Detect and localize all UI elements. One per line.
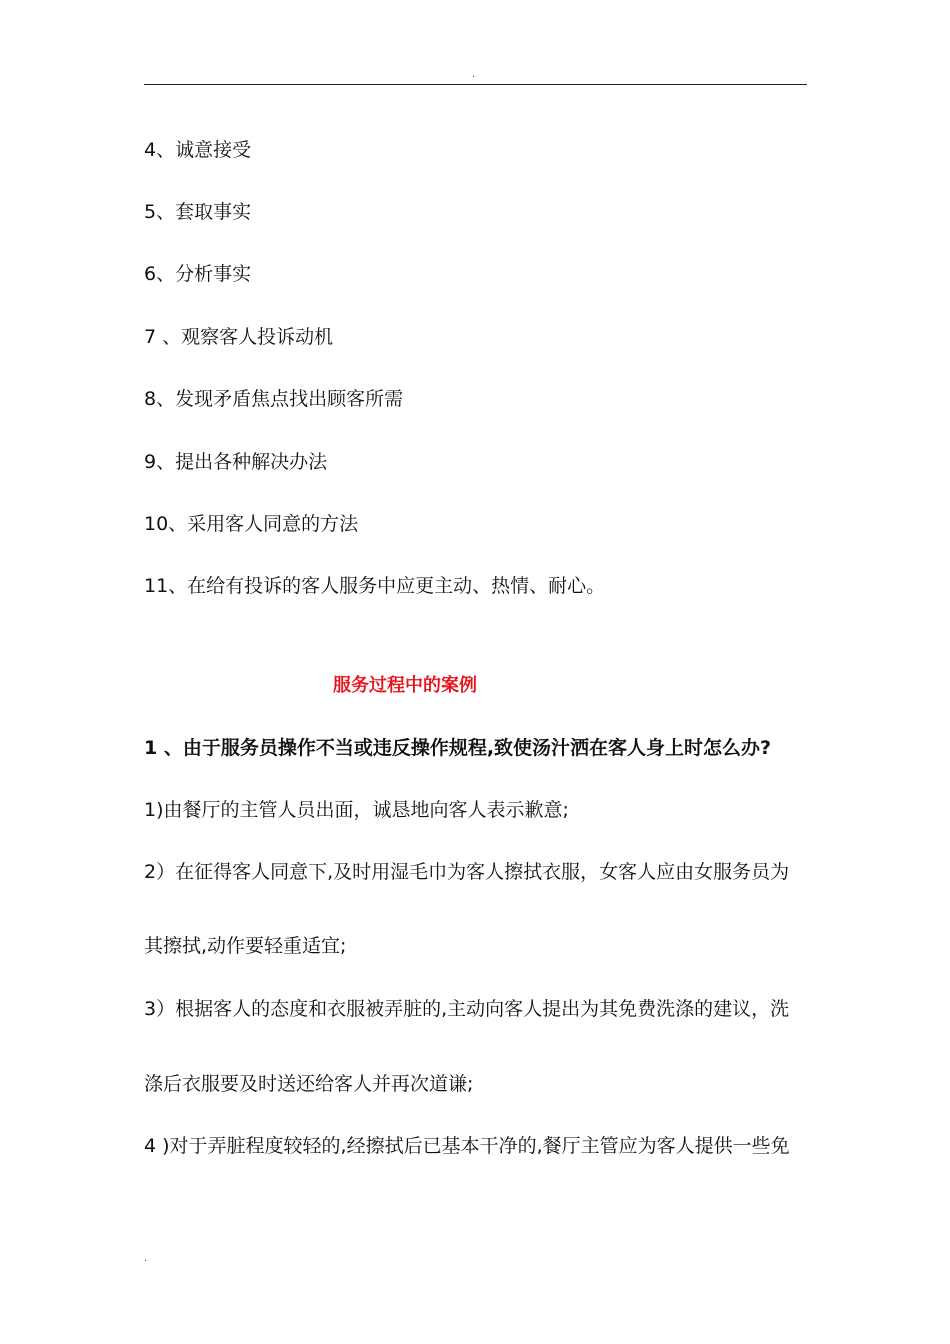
answer-line: 3）根据客人的态度和衣服被弄脏的,主动向客人提出为其免费洗涤的建议，洗	[144, 998, 790, 1020]
answer-line: 4 )对于弄脏程度较轻的,经擦拭后已基本干净的,餐厅主管应为客人提供一些免	[144, 1135, 790, 1157]
answer-line: 涤后衣服要及时送还给客人并再次道谦;	[144, 1073, 474, 1095]
step-item: 10、采用客人同意的方法	[144, 513, 359, 535]
header-mark: .	[472, 69, 476, 80]
step-item: 7 、观察客人投诉动机	[144, 326, 334, 348]
step-item: 6、分析事实	[144, 263, 252, 285]
answer-line: 其擦拭,动作要轻重适宜;	[144, 935, 347, 957]
step-item: 8、发现矛盾焦点找出顾客所需	[144, 388, 404, 410]
step-item: 9、提出各种解决办法	[144, 451, 328, 473]
answer-line: 2）在征得客人同意下,及时用湿毛巾为客人擦拭衣服，女客人应由女服务员为	[144, 861, 790, 883]
step-item: 5、套取事实	[144, 201, 252, 223]
step-item: 11、在给有投诉的客人服务中应更主动、热情、耐心。	[144, 575, 606, 597]
answer-line: 1)由餐厅的主管人员出面，诚恳地向客人表示歉意;	[144, 799, 569, 821]
step-item: 4、诚意接受	[144, 139, 252, 161]
footer-mark: .	[144, 1253, 148, 1264]
case-question: 1 、由于服务员操作不当或违反操作规程,致使汤汁洒在客人身上时怎么办?	[144, 737, 772, 759]
section-title: 服务过程中的案例	[333, 675, 477, 696]
header-rule	[144, 84, 807, 85]
